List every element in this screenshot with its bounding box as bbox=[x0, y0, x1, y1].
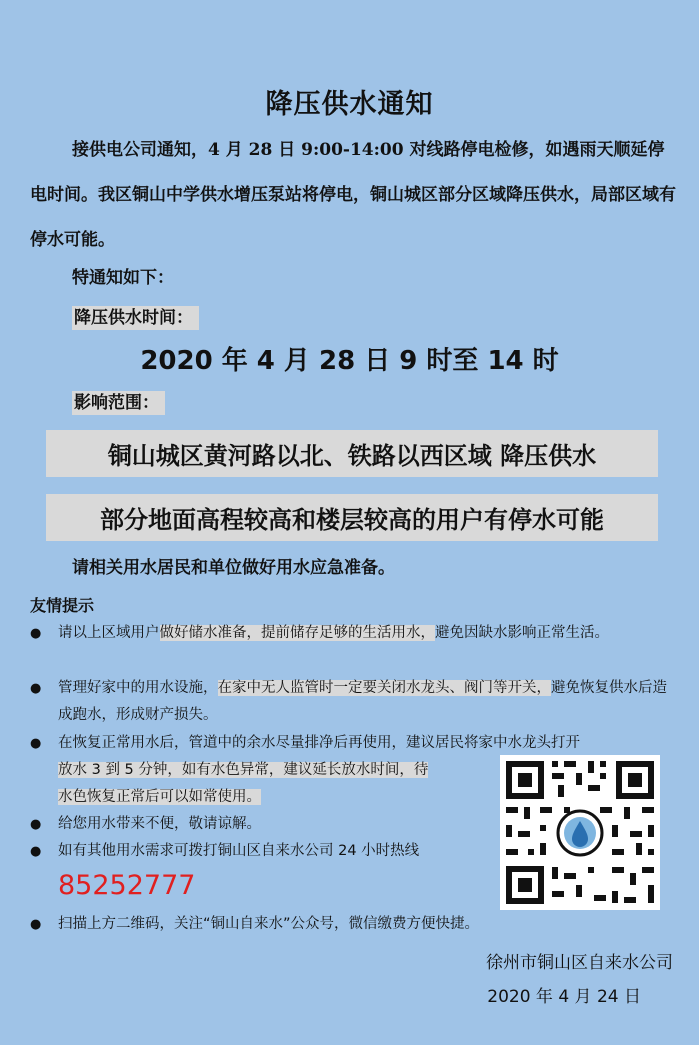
notice-title: 降压供水通知 bbox=[265, 89, 434, 120]
tip-text-highlight: 在家中无人监管时一定要关闭水龙头、阀门等开关， bbox=[217, 680, 551, 696]
tip-text: 扫描上方二维码，关注“铜山自来水”公众号，微信缴费方便快捷。 bbox=[58, 916, 480, 932]
bullet-icon: ● bbox=[30, 917, 42, 932]
tip-item-facilities bbox=[30, 675, 675, 729]
bullet-icon: ● bbox=[30, 817, 42, 832]
bullet-icon: ● bbox=[30, 736, 42, 751]
time-label-text: 降压供水时间： bbox=[72, 306, 199, 330]
tip-text-highlight: 做好储水准备，提前储存足够的生活用水， bbox=[159, 625, 435, 641]
qr-code-graphic bbox=[500, 755, 660, 910]
time-value: 2020 年 4 月 28 日 9 时至 14 时 bbox=[140, 346, 559, 376]
tip-text-highlight: 放水 3 到 5 分钟，如有水色异常，建议延长放水时间，待 bbox=[58, 762, 429, 778]
hotline-number: 85252777 bbox=[58, 870, 196, 901]
scope-line-2: 部分地面高程较高和楼层较高的用户有停水可能 bbox=[46, 494, 658, 541]
scope-line-1: 铜山城区黄河路以北、铁路以西区域 降压供水 bbox=[46, 430, 658, 477]
company-name: 徐州市铜山区自来水公司 bbox=[486, 953, 673, 973]
prepare-notice: 请相关用水居民和单位做好用水应急准备。 bbox=[72, 558, 395, 578]
tip-text bbox=[58, 620, 675, 647]
scope-label-text: 影响范围： bbox=[72, 391, 165, 415]
scope-label bbox=[72, 388, 165, 413]
tip-item-storage bbox=[30, 620, 675, 647]
tip-item-qr bbox=[30, 911, 675, 938]
qr-code-icon[interactable] bbox=[500, 755, 660, 910]
bullet-icon: ● bbox=[30, 681, 42, 696]
tip-text: 如有其他用水需求可拨打铜山区自来水公司 24 小时热线 bbox=[58, 843, 420, 859]
bullet-icon: ● bbox=[30, 626, 42, 641]
tips-title: 友情提示 bbox=[30, 596, 95, 615]
tip-text-part: 请以上区域用户 bbox=[58, 625, 160, 641]
tip-text: 给您用水带来不便，敬请谅解。 bbox=[58, 816, 261, 832]
intro-paragraph: 接供电公司通知，4 月 28 日 9:00-14:00 对线路停电检修，如遇雨天顺延停电时间。我区铜山中学供水增压泵站将停电，铜山城区部分区域降压供水，局部区域有停水可能。 bbox=[30, 140, 676, 250]
tip-text-part: 管理好家中的用水设施， bbox=[58, 680, 218, 696]
bullet-icon: ● bbox=[30, 844, 42, 859]
tip-text-highlight: 水色恢复正常后可以如常使用。 bbox=[58, 789, 261, 805]
time-label bbox=[72, 303, 199, 328]
tip-text-part: 避免恢复供水后造成跑水，形成财产损失。 bbox=[58, 680, 667, 723]
tip-text-part: 在恢复正常用水后，管道中的余水尽量排净后再使用，建议居民将家中水龙头打开 bbox=[58, 735, 580, 751]
tip-text-part: 避免因缺水影响正常生活。 bbox=[435, 625, 609, 641]
special-notice-label: 特通知如下： bbox=[72, 268, 174, 288]
issue-date: 2020 年 4 月 24 日 bbox=[487, 987, 641, 1007]
tip-text bbox=[58, 675, 675, 729]
